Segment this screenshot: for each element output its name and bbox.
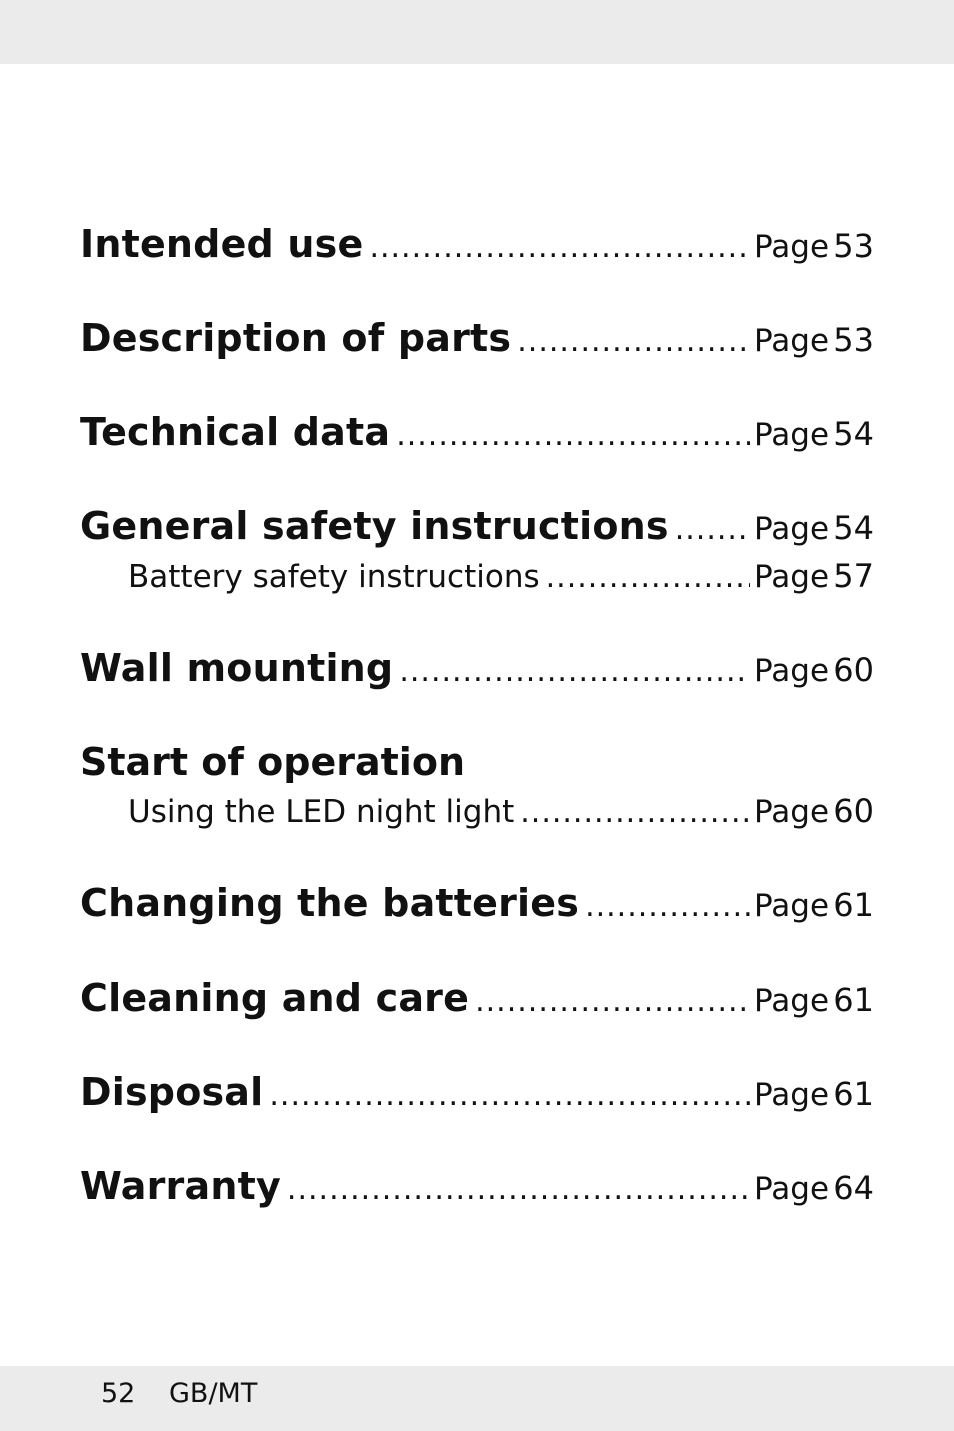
toc-entry-title: Cleaning and care bbox=[80, 976, 470, 1020]
toc-entry-intended-use[interactable] bbox=[80, 222, 874, 266]
page-label: Page bbox=[754, 323, 830, 359]
toc-subentry-using-the-led-night-light[interactable] bbox=[128, 792, 874, 830]
footer-page-number: 52 bbox=[101, 1378, 136, 1409]
page-number: 54 bbox=[833, 415, 874, 453]
dot-leader bbox=[475, 984, 750, 1019]
dot-leader bbox=[675, 512, 750, 547]
page-label: Page bbox=[754, 653, 830, 689]
toc-entry-title: Disposal bbox=[80, 1070, 264, 1114]
dot-leader bbox=[369, 230, 750, 265]
page-label: Page bbox=[754, 417, 830, 453]
toc-entry-title: Description of parts bbox=[80, 316, 512, 360]
toc-entry-title: Intended use bbox=[80, 222, 364, 266]
page-number: 61 bbox=[833, 886, 874, 924]
toc-entry-title: Wall mounting bbox=[80, 646, 394, 690]
dot-leader bbox=[585, 889, 750, 924]
page-number: 54 bbox=[833, 509, 874, 547]
toc-entry-disposal[interactable] bbox=[80, 1070, 874, 1114]
page-label: Page bbox=[754, 511, 830, 547]
toc-subentry-battery-safety-instructions[interactable] bbox=[128, 557, 874, 595]
toc-entry-title: Warranty bbox=[80, 1164, 281, 1208]
dot-leader bbox=[396, 418, 750, 453]
page-label: Page bbox=[754, 983, 830, 1019]
toc-entry-description-of-parts[interactable] bbox=[80, 316, 874, 360]
page-number: 53 bbox=[833, 227, 874, 265]
toc-subentry-title: Using the LED night light bbox=[128, 794, 515, 830]
toc-entry-cleaning-and-care[interactable] bbox=[80, 976, 874, 1020]
dot-leader bbox=[287, 1172, 750, 1207]
toc-entry-general-safety-instructions[interactable] bbox=[80, 504, 874, 548]
footer-band bbox=[0, 1366, 954, 1431]
page-label: Page bbox=[754, 888, 830, 924]
page-number: 60 bbox=[833, 651, 874, 689]
page-label: Page bbox=[754, 1171, 830, 1207]
toc-entry-title: Technical data bbox=[80, 410, 391, 454]
toc-entry-start-of-operation[interactable] bbox=[80, 740, 874, 784]
footer-language-code: GB/MT bbox=[169, 1378, 258, 1409]
page-label: Page bbox=[754, 559, 830, 595]
toc-entry-changing-the-batteries[interactable] bbox=[80, 881, 874, 925]
page-label: Page bbox=[754, 794, 830, 830]
page-number: 57 bbox=[833, 557, 874, 595]
page-number: 61 bbox=[833, 981, 874, 1019]
header-band bbox=[0, 0, 954, 64]
toc-entry-title: Changing the batteries bbox=[80, 881, 580, 925]
dot-leader bbox=[269, 1078, 750, 1113]
page-number: 64 bbox=[833, 1169, 874, 1207]
dot-leader bbox=[399, 654, 750, 689]
toc-entry-warranty[interactable] bbox=[80, 1164, 874, 1208]
toc-entry-title: General safety instructions bbox=[80, 504, 669, 548]
toc-subentry-title: Battery safety instructions bbox=[128, 559, 540, 595]
dot-leader bbox=[520, 795, 750, 830]
toc-entry-title: Start of operation bbox=[80, 740, 465, 784]
toc-entry-technical-data[interactable] bbox=[80, 410, 874, 454]
dot-leader bbox=[546, 560, 750, 595]
page-number: 60 bbox=[833, 792, 874, 830]
page-number: 61 bbox=[833, 1075, 874, 1113]
page-label: Page bbox=[754, 229, 830, 265]
dot-leader bbox=[517, 324, 750, 359]
page-label: Page bbox=[754, 1077, 830, 1113]
page-number: 53 bbox=[833, 321, 874, 359]
toc-entry-wall-mounting[interactable] bbox=[80, 646, 874, 690]
